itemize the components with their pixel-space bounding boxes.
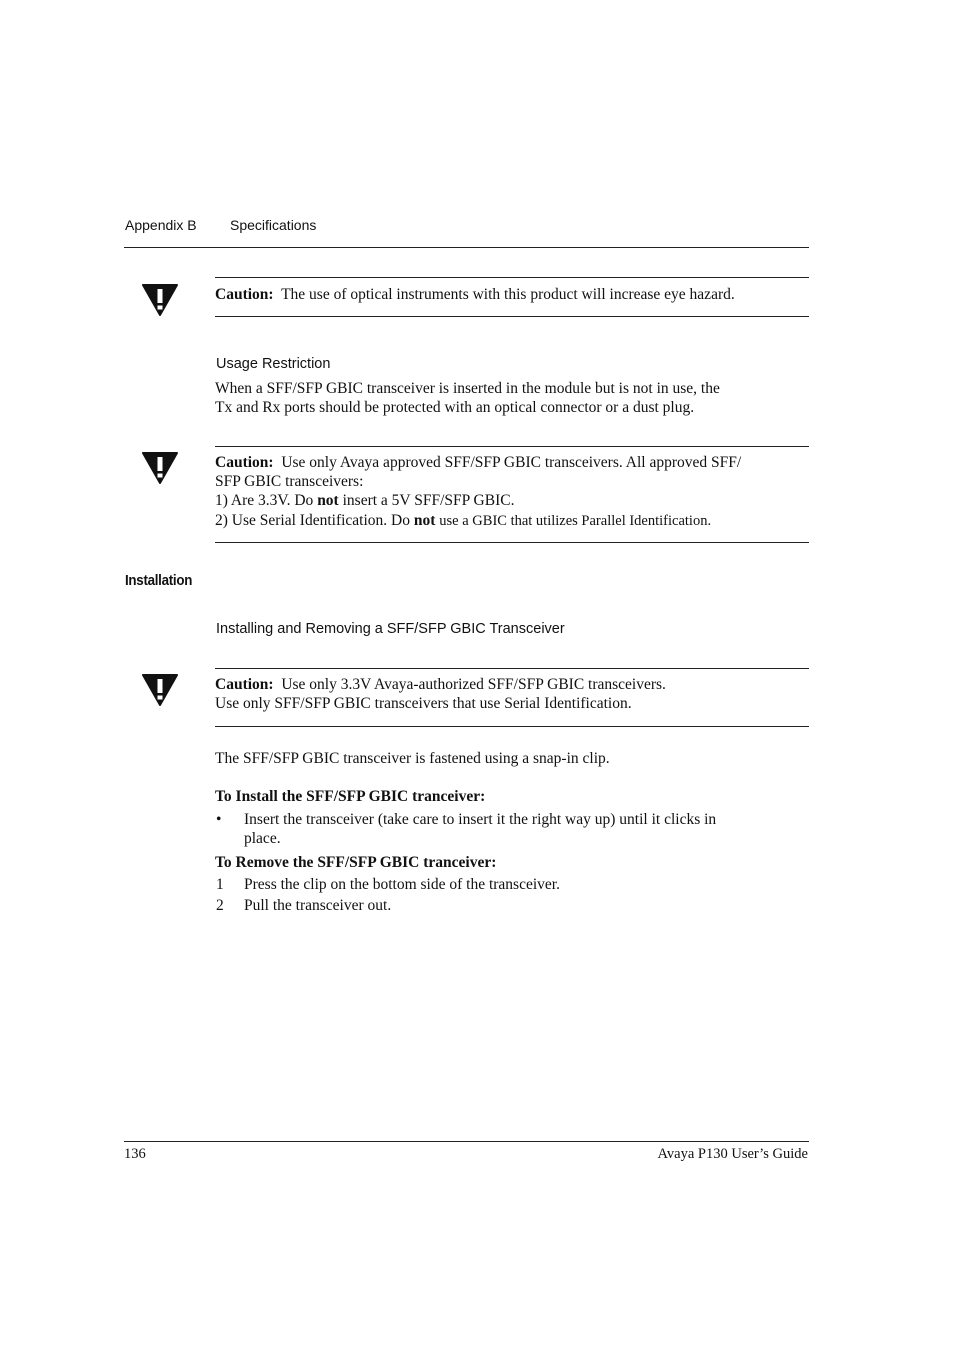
- item-text: insert a 5V SFF/SFP GBIC.: [342, 492, 515, 509]
- install-heading: To Install the SFF/SFP GBIC tranceiver:: [215, 788, 486, 805]
- caution-bottom-rule: [215, 316, 809, 317]
- caution-top-rule: [215, 446, 809, 447]
- caution-icon: [142, 673, 178, 707]
- usage-heading: Usage Restriction: [216, 356, 331, 372]
- appendix-label: Appendix B: [125, 217, 197, 233]
- step-number: 2: [216, 897, 224, 914]
- step-number: 1: [216, 876, 224, 893]
- caution-top-rule: [215, 668, 809, 669]
- install-item-line-2: place.: [244, 830, 281, 847]
- step-text: Press the clip on the bottom side of the transceiver.: [244, 876, 560, 893]
- caution-text: Use only 3.3V Avaya-authorized SFF/SFP GBIC transceivers.: [281, 676, 666, 693]
- header-rule: [124, 247, 809, 248]
- emphasis: not: [413, 512, 436, 529]
- section-heading: Installation: [125, 573, 193, 589]
- caution-2-item-1: [215, 491, 514, 511]
- caution-bottom-rule: [215, 542, 809, 543]
- caution-label: Caution:: [215, 454, 274, 471]
- remove-heading: To Remove the SFF/SFP GBIC tranceiver:: [215, 854, 497, 871]
- snap-in-text: The SFF/SFP GBIC transceiver is fastened using a snap-in clip.: [215, 750, 610, 767]
- caution-icon: [142, 283, 178, 317]
- caution-text: Use only Avaya approved SFF/SFP GBIC transceivers. All approved SFF/: [281, 454, 742, 471]
- usage-line-1: When a SFF/SFP GBIC transceiver is inserted in the module but is not in use, the: [215, 380, 720, 397]
- caution-2-item-2: [215, 511, 711, 532]
- step-text: Pull the transceiver out.: [244, 897, 392, 914]
- caution-text: The use of optical instruments with this product will increase eye hazard.: [281, 286, 735, 303]
- caution-1: [215, 285, 735, 305]
- usage-line-2: Tx and Rx ports should be protected with an optical connector or a dust plug.: [215, 399, 695, 416]
- item-text: 2) Use Serial Identification. Do: [215, 512, 410, 529]
- caution-3-line-1: [215, 675, 666, 695]
- caution-2-line-1: [215, 453, 741, 473]
- caution-icon: [142, 451, 178, 485]
- caution-label: Caution:: [215, 676, 274, 693]
- emphasis: not: [317, 492, 339, 509]
- page-number: 136: [124, 1146, 146, 1162]
- install-item-line-1: Insert the transceiver (take care to insert it the right way up) until it clicks in: [244, 811, 717, 828]
- section-label: Specifications: [230, 217, 317, 233]
- caution-top-rule: [215, 277, 809, 278]
- caution-label: Caution:: [215, 286, 274, 303]
- subsection-heading: Installing and Removing a SFF/SFP GBIC Transceiver: [216, 621, 565, 637]
- footer-rule: [124, 1141, 809, 1142]
- caution-2-line-2: SFP GBIC transceivers:: [215, 473, 364, 490]
- guide-title: Avaya P130 User’s Guide: [657, 1146, 808, 1162]
- bullet-marker: •: [216, 811, 222, 828]
- running-header: [125, 216, 317, 234]
- item-text: 1) Are 3.3V. Do: [215, 492, 314, 509]
- item-text: use a GBIC that utilizes Parallel Identification.: [439, 513, 712, 529]
- caution-bottom-rule: [215, 726, 809, 727]
- caution-3-line-2: Use only SFF/SFP GBIC transceivers that use Serial Identification.: [215, 695, 632, 712]
